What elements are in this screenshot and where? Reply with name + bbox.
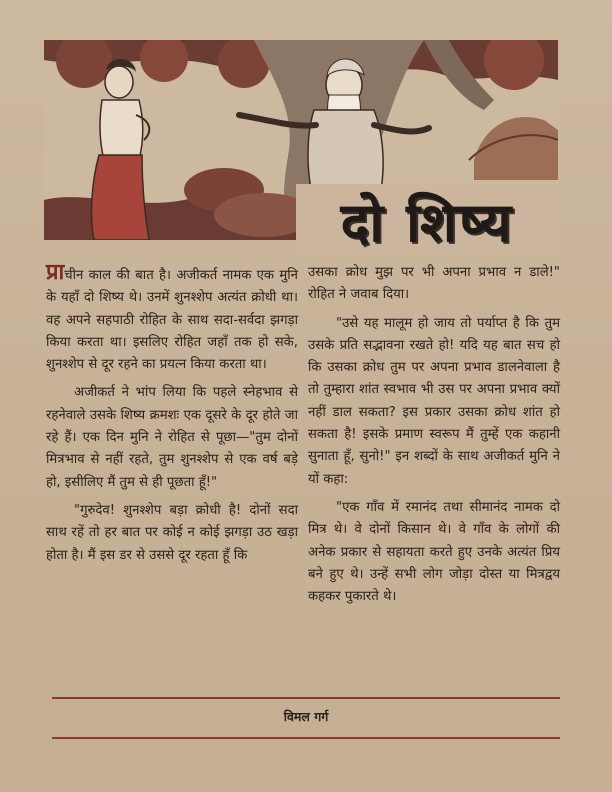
paragraph: अजीकर्त ने भांप लिया कि पहले स्नेहभाव से रहनेवाले उसके शिष्य क्रमशः एक दूसरे के दूर होते जा रहे हैं। एक दिन मुनि ने रोहित से पूछा—"तुम दोनों मित्रभाव से नहीं रहते, तुम शुनश्शेप से एक वर्ष बड़े हो, इसीलिए मैं तुम से ही पूछता हूँ!" bbox=[46, 385, 298, 490]
left-column bbox=[46, 262, 298, 573]
right-column bbox=[308, 262, 560, 614]
paragraph: "गुरुदेव! शुनश्शेप बड़ा क्रोधी है! दोनों सदा साथ रहें तो हर बात पर कोई न कोई झगड़ा उठ खड़ा होता है। मैं इस डर से उससे दूर रहता हूँ कि bbox=[46, 502, 298, 563]
divider-bottom bbox=[52, 737, 560, 739]
author-name: विमल गर्ग bbox=[283, 709, 329, 724]
story-title: दो शिष्य bbox=[340, 191, 514, 254]
paragraph-text: चीन काल की बात है। अजीकर्त नामक एक मुनि के यहाँ दो शिष्य थे। उनमें शुनश्शेप अत्यंत क्रोधी था। वह अपने सहपाठी रोहित के साथ सदा-सर्वदा झगड़ा किया करता था। इसलिए रोहित जहाँ तक हो सके, शुनश्शेप से दूर रहने का प्रयत्न किया करता था। bbox=[46, 268, 298, 373]
divider-top bbox=[52, 697, 560, 699]
paragraph bbox=[46, 262, 298, 376]
story-title-box bbox=[296, 184, 558, 256]
drop-cap: प्रा bbox=[46, 260, 65, 285]
paragraph: उसका क्रोध मुझ पर भी अपना प्रभाव न डाले!" रोहित ने जवाब दिया। bbox=[308, 265, 560, 303]
paragraph: "एक गाँव में रमानंद तथा सीमानंद नामक दो मित्र थे। वे दोनों किसान थे। वे गाँव के लोगों की अनेक प्रकार से सहायता करते हुए उनके अत्यंत प्रिय बने हुए थे। उन्हें सभी लोग जोड़ा दोस्त या मित्रद्वय कहकर पुकारते थे। bbox=[308, 499, 560, 605]
paragraph: "उसे यह मालूम हो जाय तो पर्याप्त है कि तुम उसके प्रति सद्भावना रखते हो! यदि यह बात सच हो कि उसका क्रोध तुम पर अपना प्रभाव डालनेवाला है तो तुम्हारा शांत स्वभाव भी उस पर अपना प्रभाव क्यों नहीं डाल सकता? इस प्रकार उसका क्रोध शांत हो सकता है! इसके प्रमाण स्वरूप मैं तुम्हें एक कहानी सुनाता हूँ, सुनो!" इन शब्दों के साथ अजीकर्त मुनि ने यों कहा: bbox=[308, 315, 560, 487]
